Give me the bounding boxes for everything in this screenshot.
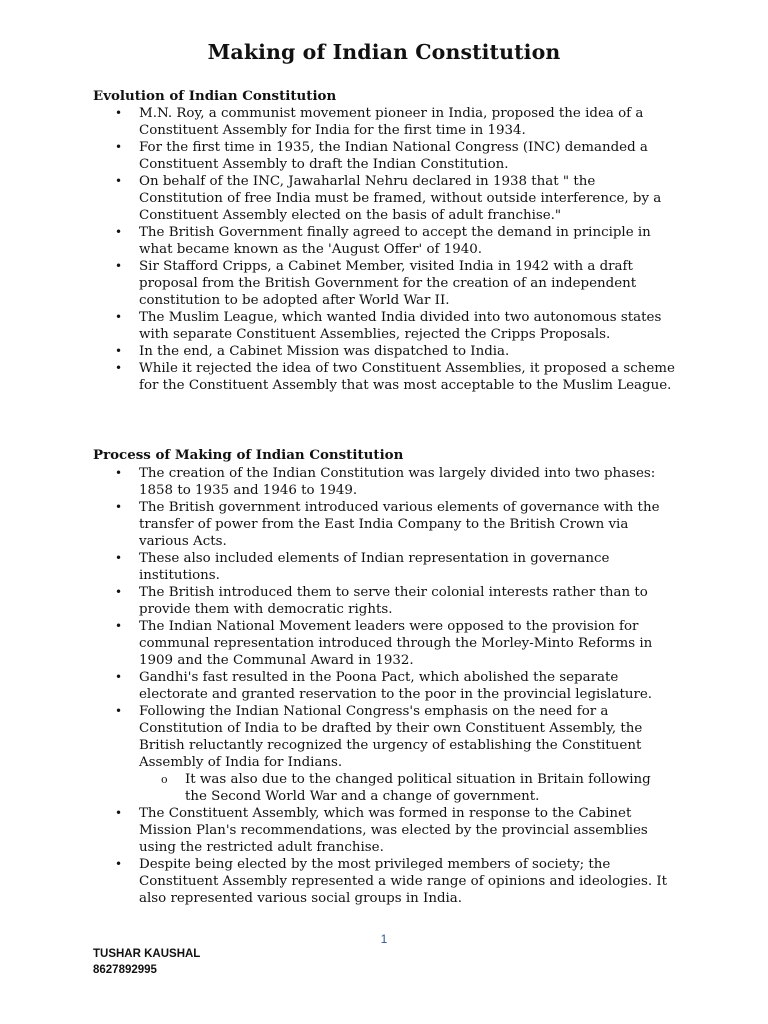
list-item xyxy=(0,805,700,856)
bullet-icon: • xyxy=(115,259,123,273)
item-text: The Constituent Assembly, which was formed in response to the Cabinet Mission Plan's recommendations, was elected by the provincial assemblies using the restricted adult franchise. xyxy=(139,806,648,855)
list-item xyxy=(0,139,700,173)
list-item-text xyxy=(139,105,675,139)
bullet-icon: • xyxy=(115,106,123,120)
list-item-text xyxy=(139,224,675,258)
process-bullet-list xyxy=(0,465,700,907)
page-title: Making of Indian Constitution xyxy=(207,40,561,64)
item-text: , which abolished the separate electorate and granted reservation to the poor in the provincial legislature. xyxy=(139,670,653,702)
list-item-text xyxy=(139,550,675,584)
bullet-icon: • xyxy=(115,585,123,599)
bullet-icon: • xyxy=(115,806,123,820)
list-item xyxy=(0,465,700,499)
bullet-icon: • xyxy=(115,857,123,871)
list-item-text xyxy=(139,618,675,669)
item-text: in 1932. xyxy=(353,653,414,668)
item-text: The creation of the Indian Constitution was largely divided into two phases: xyxy=(139,466,656,481)
list-item-text xyxy=(139,343,675,360)
item-text: In the end, a Cabinet Mission was dispatched to India. xyxy=(139,344,510,359)
list-item-text xyxy=(139,465,675,499)
bold-term: Morley-Minto Reforms xyxy=(481,636,636,651)
bullet-icon: • xyxy=(115,310,123,324)
bullet-icon: • xyxy=(115,551,123,565)
bullet-icon: • xyxy=(115,670,123,684)
list-item-text xyxy=(139,258,675,309)
item-text: ' of 1940. xyxy=(418,242,483,257)
item-text: While it rejected the idea of two Constituent Assemblies, it proposed a scheme for the Constituent Assembly that was most acceptable to the Muslim League. xyxy=(139,361,675,393)
sub-list-item xyxy=(139,771,700,805)
item-text: in 1909 and the xyxy=(139,636,653,668)
section-heading-process: Process of Making of Indian Constitution xyxy=(93,447,404,463)
item-text: These also included elements of Indian representation in governance institutions. xyxy=(139,551,610,583)
item-text: On behalf of the INC, Jawaharlal Nehru declared in 1938 that " the Constitution of free India must be framed, without outside interference, by a Constituent Assembly elected on the basis of adult franchise." xyxy=(139,174,662,223)
item-text: Gandhi's fast resulted in the xyxy=(139,670,336,685)
bullet-icon: • xyxy=(115,500,123,514)
list-item xyxy=(0,703,700,805)
hollow-bullet-icon: o xyxy=(161,773,168,786)
list-item xyxy=(0,856,700,907)
list-item-text xyxy=(139,173,675,224)
list-item-text xyxy=(139,584,675,618)
item-text: The British introduced them to serve their colonial interests rather than to provide them with democratic rights. xyxy=(139,585,648,617)
item-text: M.N. Roy, a communist movement pioneer in India, proposed the idea of a Constituent Assembly for India for the first time in 1934. xyxy=(139,106,644,138)
list-item-text xyxy=(139,856,675,907)
list-item-text xyxy=(139,703,675,771)
list-item xyxy=(0,669,700,703)
bold-term: Communal Award xyxy=(232,653,354,668)
bold-term: August Offer xyxy=(331,242,419,257)
sub-bullet-list xyxy=(139,771,700,805)
list-item xyxy=(0,618,700,669)
list-item-text xyxy=(139,669,675,703)
page-number: 1 xyxy=(380,932,388,946)
item-text: Sir Stafford Cripps, a Cabinet Member, visited India in 1942 with a draft proposal from the British Government for the creation of an independent constitution to be adopted after World War II. xyxy=(139,259,637,308)
footer-author-name: TUSHAR KAUSHAL xyxy=(93,948,201,960)
item-text: The British Government finally agreed to accept the demand in principle in what became known as the ' xyxy=(139,225,651,257)
list-item xyxy=(0,309,700,343)
bullet-icon: • xyxy=(115,466,123,480)
bullet-icon: • xyxy=(115,225,123,239)
item-text: The British government introduced various elements of governance with the transfer of power from the East India Company to the British Crown via various Acts. xyxy=(139,500,660,549)
list-item xyxy=(0,499,700,550)
bold-term: 1858 to 1935 and 1946 to 1949. xyxy=(139,483,358,498)
bullet-icon: • xyxy=(115,361,123,375)
list-item xyxy=(0,224,700,258)
bullet-icon: • xyxy=(115,619,123,633)
bullet-icon: • xyxy=(115,174,123,188)
list-item-text xyxy=(139,139,675,173)
list-item xyxy=(0,258,700,309)
item-text: Despite being elected by the most privileged members of society; the Constituent Assembly represented a wide range of opinions and ideologies. It also represented various social groups in India. xyxy=(139,857,668,906)
list-item xyxy=(0,105,700,139)
footer-phone-number: 8627892995 xyxy=(93,964,157,976)
list-item-text xyxy=(139,309,675,343)
list-item-text xyxy=(139,360,675,394)
item-text: Following the Indian National Congress's emphasis on the need for a Constitution of India to be drafted by their own Constituent Assembly, the British reluctantly recognized the urgency of establishing the Constituent Assembly of India for Indians. xyxy=(139,704,643,770)
list-item xyxy=(0,550,700,584)
list-item xyxy=(0,343,700,360)
item-text: For the first time in 1935, the Indian National Congress (INC) demanded a Constituent Assembly to draft the Indian Constitution. xyxy=(139,140,648,172)
bullet-icon: • xyxy=(115,704,123,718)
evolution-bullet-list xyxy=(0,105,700,394)
list-item-text xyxy=(139,805,675,856)
bold-term: Poona Pact xyxy=(335,670,411,685)
list-item xyxy=(0,360,700,394)
list-item-text xyxy=(139,499,675,550)
bullet-icon: • xyxy=(115,344,123,358)
item-text: The Muslim League, which wanted India divided into two autonomous states with separate Constituent Assemblies, rejected the Cripps Proposals. xyxy=(139,310,662,342)
sub-list-item-text: It was also due to the changed political situation in Britain following the Second World War and a change of government. xyxy=(185,772,651,804)
list-item xyxy=(0,584,700,618)
list-item xyxy=(0,173,700,224)
section-heading-evolution: Evolution of Indian Constitution xyxy=(93,88,337,104)
bullet-icon: • xyxy=(115,140,123,154)
item-text: The Indian National Movement leaders were opposed to the provision for communal representation introduced through the xyxy=(139,619,639,651)
